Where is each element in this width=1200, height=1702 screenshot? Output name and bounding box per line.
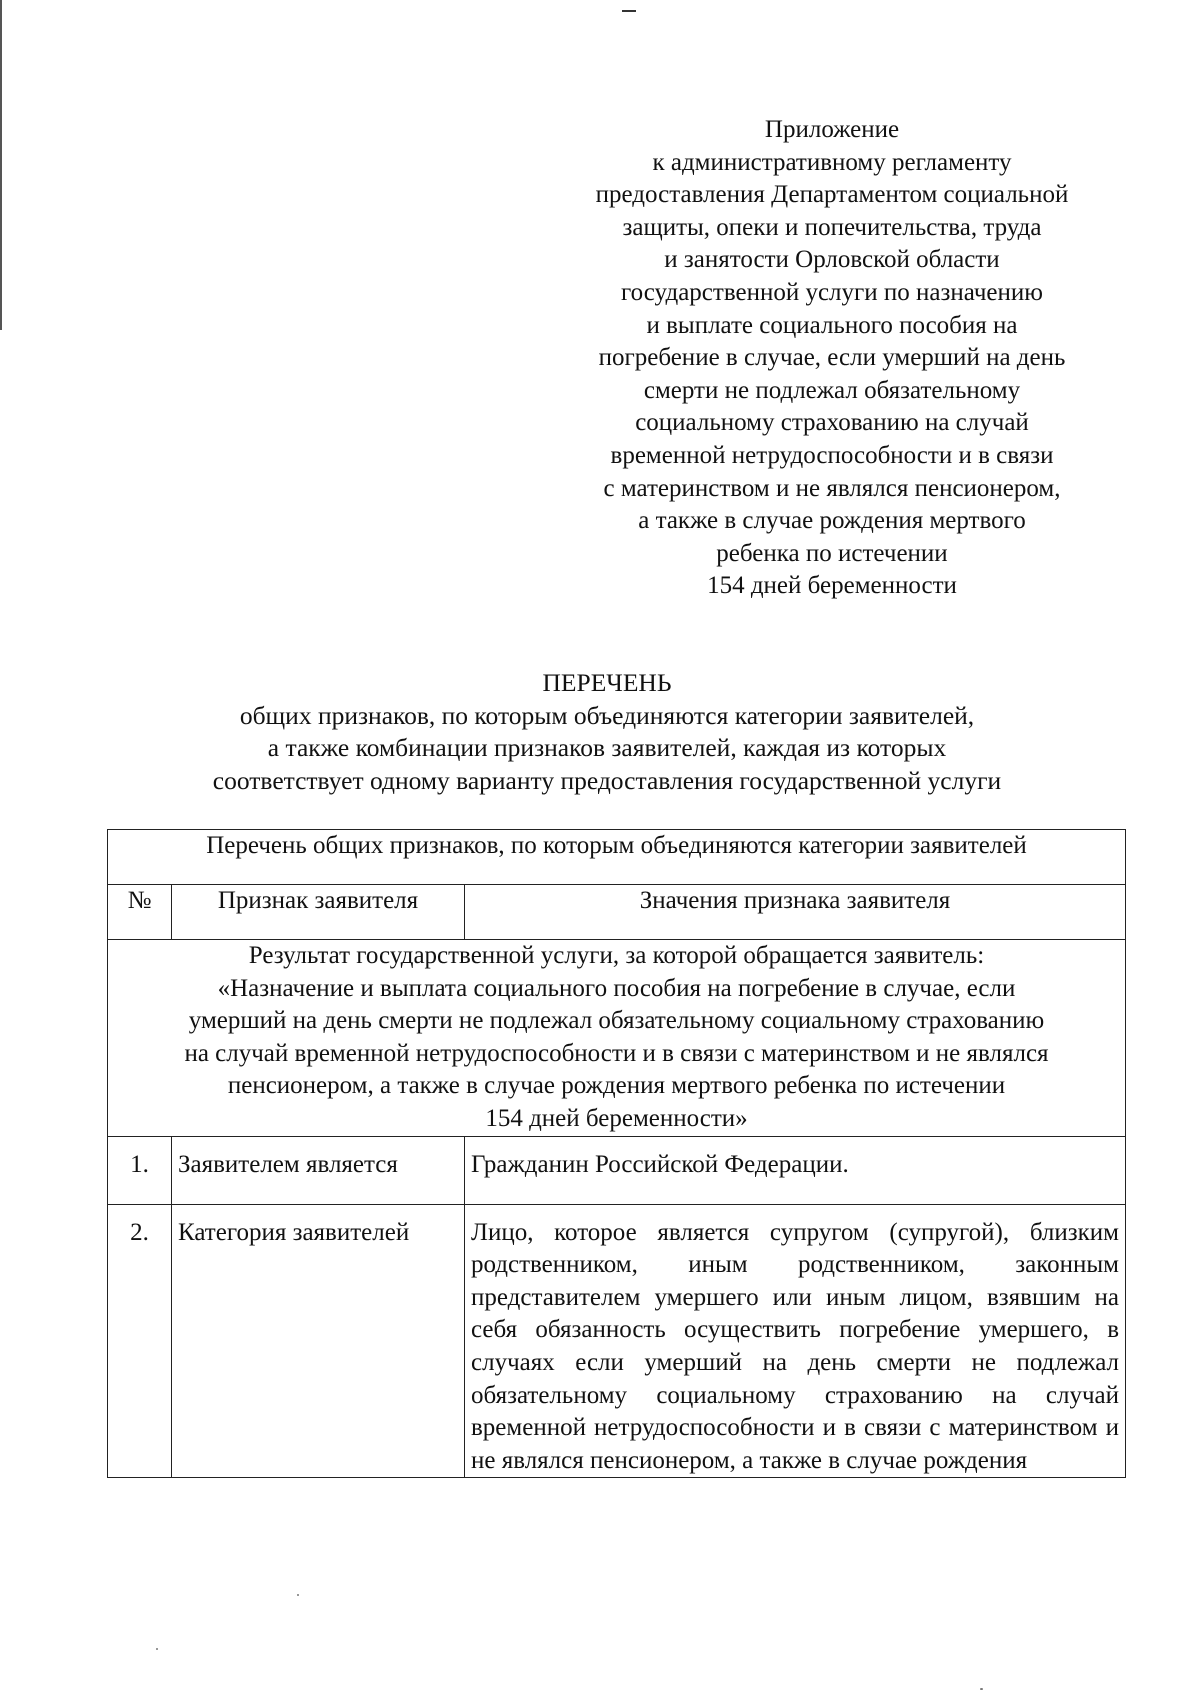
appendix-line: и занятости Орловской области xyxy=(664,246,1000,274)
row-number: 1. xyxy=(108,1136,172,1204)
appendix-block xyxy=(548,114,1116,603)
appendix-line: и выплате социального пособия на xyxy=(646,311,1018,339)
result-line: 154 дней беременности» xyxy=(485,1104,748,1132)
row-number: 2. xyxy=(108,1204,172,1478)
row-sign: Категория заявителей xyxy=(172,1204,465,1478)
appendix-line: погребение в случае, если умерший на день xyxy=(598,344,1066,372)
column-header-number: № xyxy=(108,885,172,940)
appendix-line: временной нетрудоспособности и в связи xyxy=(610,441,1054,469)
table-row xyxy=(108,1136,1126,1204)
result-line: пенсионером, а также в случае рождения мертвого ребенка по истечении xyxy=(227,1072,1006,1100)
appendix-line: защиты, опеки и попечительства, труда xyxy=(622,213,1042,241)
column-header-value: Значения признака заявителя xyxy=(465,885,1126,940)
criteria-table xyxy=(107,829,1126,1478)
list-subtitle-line: соответствует одному варианту предоставления государственной услуги xyxy=(212,765,1002,795)
result-line: умерший на день смерти не подлежал обязательному социальному страхованию xyxy=(188,1007,1045,1035)
appendix-line: к административному регламенту xyxy=(652,148,1012,176)
row-value: Лицо, которое является супругом (супругой), близким родственником, иным родственником, законным представителем умершего или иным лицом, взявшим на себя обязанность осуществить погребение умершего, в случаях если умерший на день смерти не подлежал обязательному социальному страхованию на случай временной нетрудоспособности и в связи с материнством и не являлся пенсионером, а также в случае рождения xyxy=(465,1204,1126,1478)
appendix-line: с материнством и не являлся пенсионером, xyxy=(603,474,1061,502)
result-line: на случай временной нетрудоспособности и в связи с материнством и не являлся xyxy=(184,1039,1049,1067)
row-sign: Заявителем является xyxy=(172,1136,465,1204)
table-caption: Перечень общих признаков, по которым объединяются категории заявителей xyxy=(108,830,1126,885)
appendix-line: а также в случае рождения мертвого xyxy=(638,507,1026,535)
column-header-sign: Признак заявителя xyxy=(172,885,465,940)
list-subtitle-line: общих признаков, по которым объединяются категории заявителей, xyxy=(239,700,975,730)
scan-mark xyxy=(622,10,636,12)
table-row xyxy=(108,1204,1126,1478)
list-subtitle-line: а также комбинации признаков заявителей, каждая из которых xyxy=(267,733,947,762)
appendix-line: ребенка по истечении xyxy=(716,539,948,567)
appendix-line: 154 дней беременности xyxy=(707,572,957,600)
list-heading xyxy=(92,667,1122,797)
service-result-cell xyxy=(108,940,1126,1137)
row-value: Гражданин Российской Федерации. xyxy=(465,1136,1126,1204)
scan-speck xyxy=(156,1648,158,1650)
appendix-line: предоставления Департаментом социальной xyxy=(595,181,1069,209)
appendix-line: смерти не подлежал обязательному xyxy=(643,376,1021,404)
result-line: Результат государственной услуги, за которой обращается заявитель: xyxy=(248,942,985,969)
result-line: «Назначение и выплата социального пособия на погребение в случае, если xyxy=(217,974,1016,1002)
appendix-line: социальному страхованию на случай xyxy=(635,409,1029,437)
scan-edge-line xyxy=(0,0,2,330)
scan-speck xyxy=(980,1688,983,1690)
appendix-line: государственной услуги по назначению xyxy=(621,278,1043,306)
appendix-title: Приложение xyxy=(764,116,900,143)
scan-speck xyxy=(297,1594,299,1596)
list-title: ПЕРЕЧЕНЬ xyxy=(542,668,672,697)
